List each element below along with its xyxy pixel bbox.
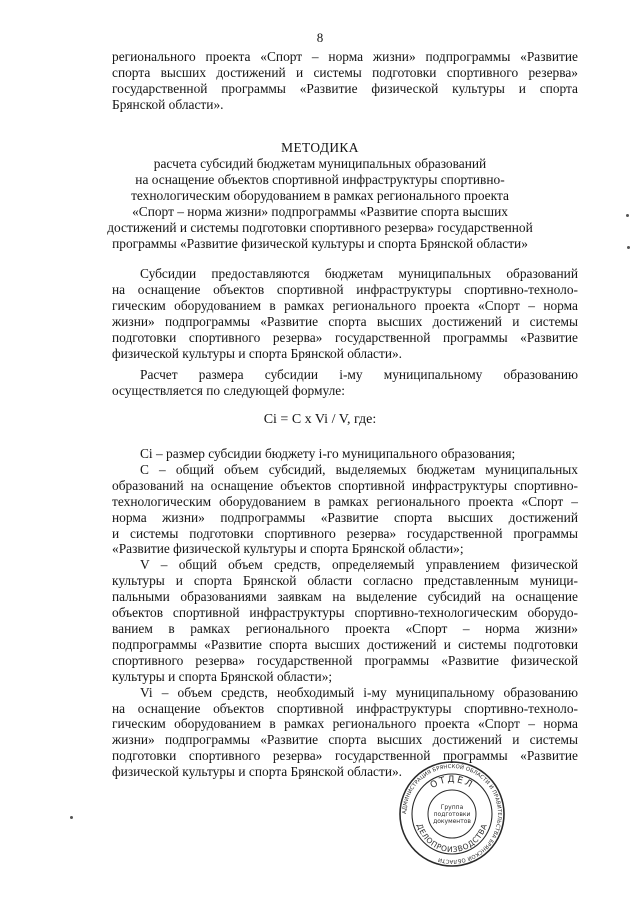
text-line: гическим оборудованием в рамках регионального проекта «Спорт – норма <box>112 297 578 313</box>
scan-speck <box>627 246 630 249</box>
text-line: Расчет размера субсидии i-му муниципальному образованию <box>140 367 578 382</box>
text-line: жизни» подпрограммы «Развитие спорта высших достижений и системы <box>112 313 578 329</box>
text-line: физической культуры и спорта Брянской области». <box>112 764 403 780</box>
heading-line: «Спорт – норма жизни» подпрограммы «Развитие спорта высших <box>132 204 508 219</box>
svg-text:ОТДЕЛ: ОТДЕЛ <box>428 774 476 792</box>
text-line: спортивного резерва» государственной программы «Развитие физической <box>112 652 578 668</box>
text-line: «Развитие физической культуры и спорта Брянской области»; <box>112 541 464 557</box>
svg-text:АДМИНИСТРАЦИЯ БРЯНСКОЙ ОБЛАСТИ: АДМИНИСТРАЦИЯ БРЯНСКОЙ ОБЛАСТИ И ПРАВИТЕЛЬСТВА БРЯНСКОЙ ОБЛАСТИ <box>401 763 503 865</box>
text-line: пальными образованиями заявкам на выделение субсидий на оснащение <box>112 589 578 605</box>
office-stamp <box>398 760 506 868</box>
heading-line: технологическим оборудованием в рамках регионального проекта <box>131 188 509 203</box>
text-line: гическим оборудованием в рамках регионального проекта «Спорт – норма <box>112 716 578 732</box>
heading-line: на оснащение объектов спортивной инфраструктуры спортивно- <box>135 172 505 187</box>
text-line: Брянской области». <box>112 96 224 112</box>
heading-line: расчета субсидий бюджетам муниципальных образований <box>153 156 487 171</box>
intro-paragraph <box>112 49 578 113</box>
svg-text:Группа: Группа <box>440 804 464 811</box>
text-line: осуществляется по следующей формуле: <box>112 382 345 398</box>
heading-line: достижений и системы подготовки спортивного резерва» государственной <box>107 220 533 235</box>
page-number: 8 <box>316 30 324 45</box>
heading-line: программы «Развитие физической культуры и спорта Брянской области» <box>112 236 528 251</box>
paragraph-calculation <box>112 367 578 399</box>
scan-speck <box>626 214 629 217</box>
text-line: государственной программы «Развитие физической культуры и спорта <box>112 80 578 96</box>
text-line: культуры и спорта Брянской области согласно представленным муници- <box>112 573 578 589</box>
text-line: технологическим оборудованием в рамках регионального проекта «Спорт – <box>112 493 578 509</box>
svg-text:подготовки: подготовки <box>433 811 471 818</box>
formula: Ci = С x Vi / V, где: <box>263 412 377 427</box>
definition-v: V – общий объем средств, определяемый управлением физической <box>140 557 578 573</box>
text-line: ванием в рамках регионального проекта «Спорт – норма жизни» <box>112 620 578 636</box>
text-line: регионального проекта «Спорт – норма жизни» подпрограммы «Развитие <box>112 49 578 64</box>
text-line: спорта высших достижений и системы подготовки спортивного резерва» <box>112 64 578 80</box>
text-line: подготовки спортивного резерва» государственной программы «Развитие <box>112 329 578 345</box>
scan-speck <box>70 816 73 819</box>
definitions <box>112 446 578 780</box>
text-line: физической культуры и спорта Брянской области». <box>112 345 403 361</box>
text-line: подготовки спортивного резерва» государственной программы «Развитие <box>112 748 578 764</box>
definition-c: С – общий объем субсидий, выделяемых бюджетам муниципальных <box>140 461 578 477</box>
methodology-heading <box>0 140 640 252</box>
svg-text:ДЕЛОПРОИЗВОДСТВА: ДЕЛОПРОИЗВОДСТВА <box>415 822 489 855</box>
text-line: норма жизни» подпрограммы «Развитие спорта высших достижений <box>112 509 578 525</box>
text-line: и системы подготовки спортивного резерва» государственной программы <box>112 525 578 541</box>
paragraph-subsidies <box>112 266 578 361</box>
text-line: культуры и спорта Брянской области»; <box>112 668 333 684</box>
text-line: подпрограммы «Развитие спорта высших достижений и системы подготовки <box>112 636 578 652</box>
text-line: объектов спортивной инфраструктуры спортивно-технологическим оборудо- <box>112 605 578 621</box>
heading-title: МЕТОДИКА <box>281 140 359 155</box>
text-line: на оснащение объектов спортивной инфраструктуры спортивно-техноло- <box>112 700 578 716</box>
definition-vi: Vi – объем средств, необходимый i-му муниципальному образованию <box>140 684 578 700</box>
text-line: Субсидии предоставляются бюджетам муниципальных образований <box>140 266 578 281</box>
text-line: образований на оснащение объектов спортивной инфраструктуры спортивно- <box>112 477 578 493</box>
definition-ci: Ci – размер субсидии бюджету i-го муниципального образования; <box>140 446 516 461</box>
svg-text:документов: документов <box>433 818 471 825</box>
text-line: жизни» подпрограммы «Развитие спорта высших достижений и системы <box>112 732 578 748</box>
text-line: на оснащение объектов спортивной инфраструктуры спортивно-техноло- <box>112 281 578 297</box>
